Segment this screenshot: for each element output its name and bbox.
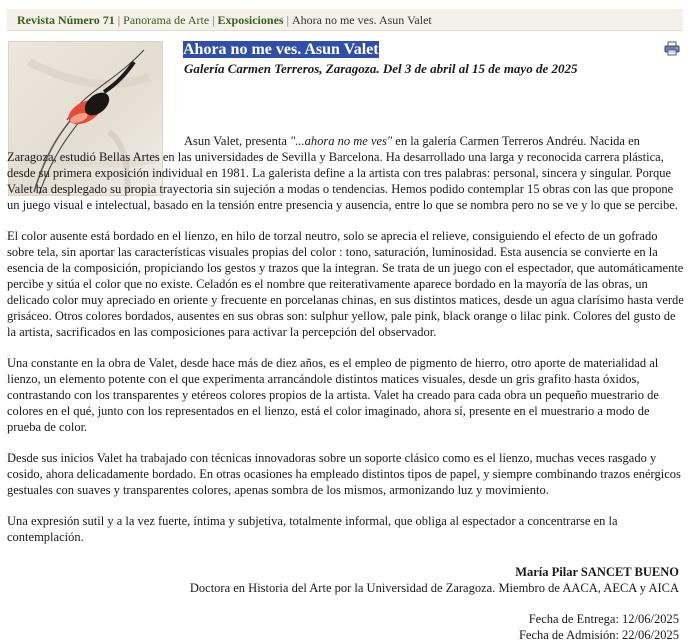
article-body xyxy=(7,133,685,560)
article-title-text: Ahora no me ves. Asun Valet xyxy=(183,41,379,58)
printer-icon[interactable] xyxy=(664,41,680,56)
delivery-date: Fecha de Entrega: 12/06/2025 xyxy=(528,612,679,626)
article-paragraph: Una expresión sutil y a la vez fuerte, íntima y subjetiva, totalmente informal, que obliga al espectador a concentrarse en la contemplación. xyxy=(7,514,618,544)
paragraph-text: en la galería Carmen Terreros Andréu. Nacida en Zaragoza, estudió Bellas Artes en las universidades de Sevilla y Barcelona. Ha desarrollado una larga y reconocida carrera plástica, desde su primera exposición individual en 1981. La galerista define a la artista con tres palabras: personal, sincera y singular. Porque Valet ha desplegado su propia trayectoria sin sujeción a modas o tendencias. Hemos podido contemplar 15 obras con las que propone un juego visual e intelectual, basado en la tensión entre presencia y ausencia, entre lo que se nombra pero no se ve y lo que se percibe. xyxy=(7,134,678,212)
breadcrumb-panorama-link[interactable]: Panorama de Arte xyxy=(123,13,210,27)
article-paragraph xyxy=(7,133,685,213)
article-paragraph: Desde sus inicios Valet ha trabajado con técnicas innovadoras sobre un soporte clásico como es el lienzo, muchas veces rasgado y cosido, ahora delicadamente bordado. En otras ocasiones ha empleado distintos tipos de papel, y siempre combinando trazos enérgicos gestuales con suaves y transparentes colores, apenas sombra de los mismos, armonizando luz y movimiento. xyxy=(7,451,681,497)
article-dates xyxy=(519,611,679,643)
admission-date: Fecha de Admisión: 22/06/2025 xyxy=(518,628,679,642)
author-name: María Pilar SANCET BUENO xyxy=(515,565,679,579)
breadcrumb-separator: | xyxy=(212,13,215,27)
breadcrumb-exposiciones-link[interactable]: Exposiciones xyxy=(217,13,284,27)
breadcrumb-magazine-link[interactable]: Revista Número 71 xyxy=(17,13,115,27)
breadcrumb-separator: | xyxy=(286,13,289,27)
author-credentials: Doctora en Historia del Arte por la Universidad de Zaragoza. Miembro de AACA, AECA y AICA xyxy=(189,581,679,595)
article-title xyxy=(183,40,379,60)
article-subtitle: Galería Carmen Terreros, Zaragoza. Del 3 de abril al 15 de mayo de 2025 xyxy=(184,61,578,76)
article-paragraph: Una constante en la obra de Valet, desde hace más de diez años, es el empleo de pigmento de hierro, otro aporte de materialidad al lienzo, un elemento potente con el que experimenta arrancándole distintos matices visuales, desde un gris grafito hasta óxidos, contrastando con los transparentes y etéreos colores propios de la artista. Valet ha creado para cada obra un pequeño muestrario de colores en el qué, junto con los representados en el lienzo, está el color imaginado, ahora sí, presente en el muestrario a modo de prueba de color. xyxy=(7,356,659,434)
article-paragraph: El color ausente está bordado en el lienzo, en hilo de torzal neutro, solo se aprecia el relieve, consiguiendo el efecto de un gofrado sobre tela, sin aportar las características visuales propias del color : tono, saturación, luminosidad. Esta ausencia se convierte en la esencia de la composición, propiciando los gestos y trazos que la integran. Se trata de un juego con el espectador, que automáticamente percibe y sitúa el color que no existe. Celadón es el nombre que reiterativamente aparece bordado en la mayoría de las obras, un delicado color muy apreciado en oriente y frecuente en porcelanas chinas, en sus distintos matices, desde un agua clarísimo hasta verde grisáceo. Otros colores bordados, ausentes en sus obras son: sulphur yellow, pale pink, black orange o lilac pink. Colores del gusto de la artista, sacrificados en las composiciones para activar la percepción del observador. xyxy=(7,229,684,339)
author-byline xyxy=(190,564,679,596)
breadcrumb xyxy=(7,9,683,31)
exhibition-title-quote: "...ahora no me ves" xyxy=(290,134,393,148)
paragraph-text: Asun Valet, presenta xyxy=(184,134,290,148)
breadcrumb-separator: | xyxy=(117,13,121,27)
breadcrumb-current: Ahora no me ves. Asun Valet xyxy=(291,13,432,27)
